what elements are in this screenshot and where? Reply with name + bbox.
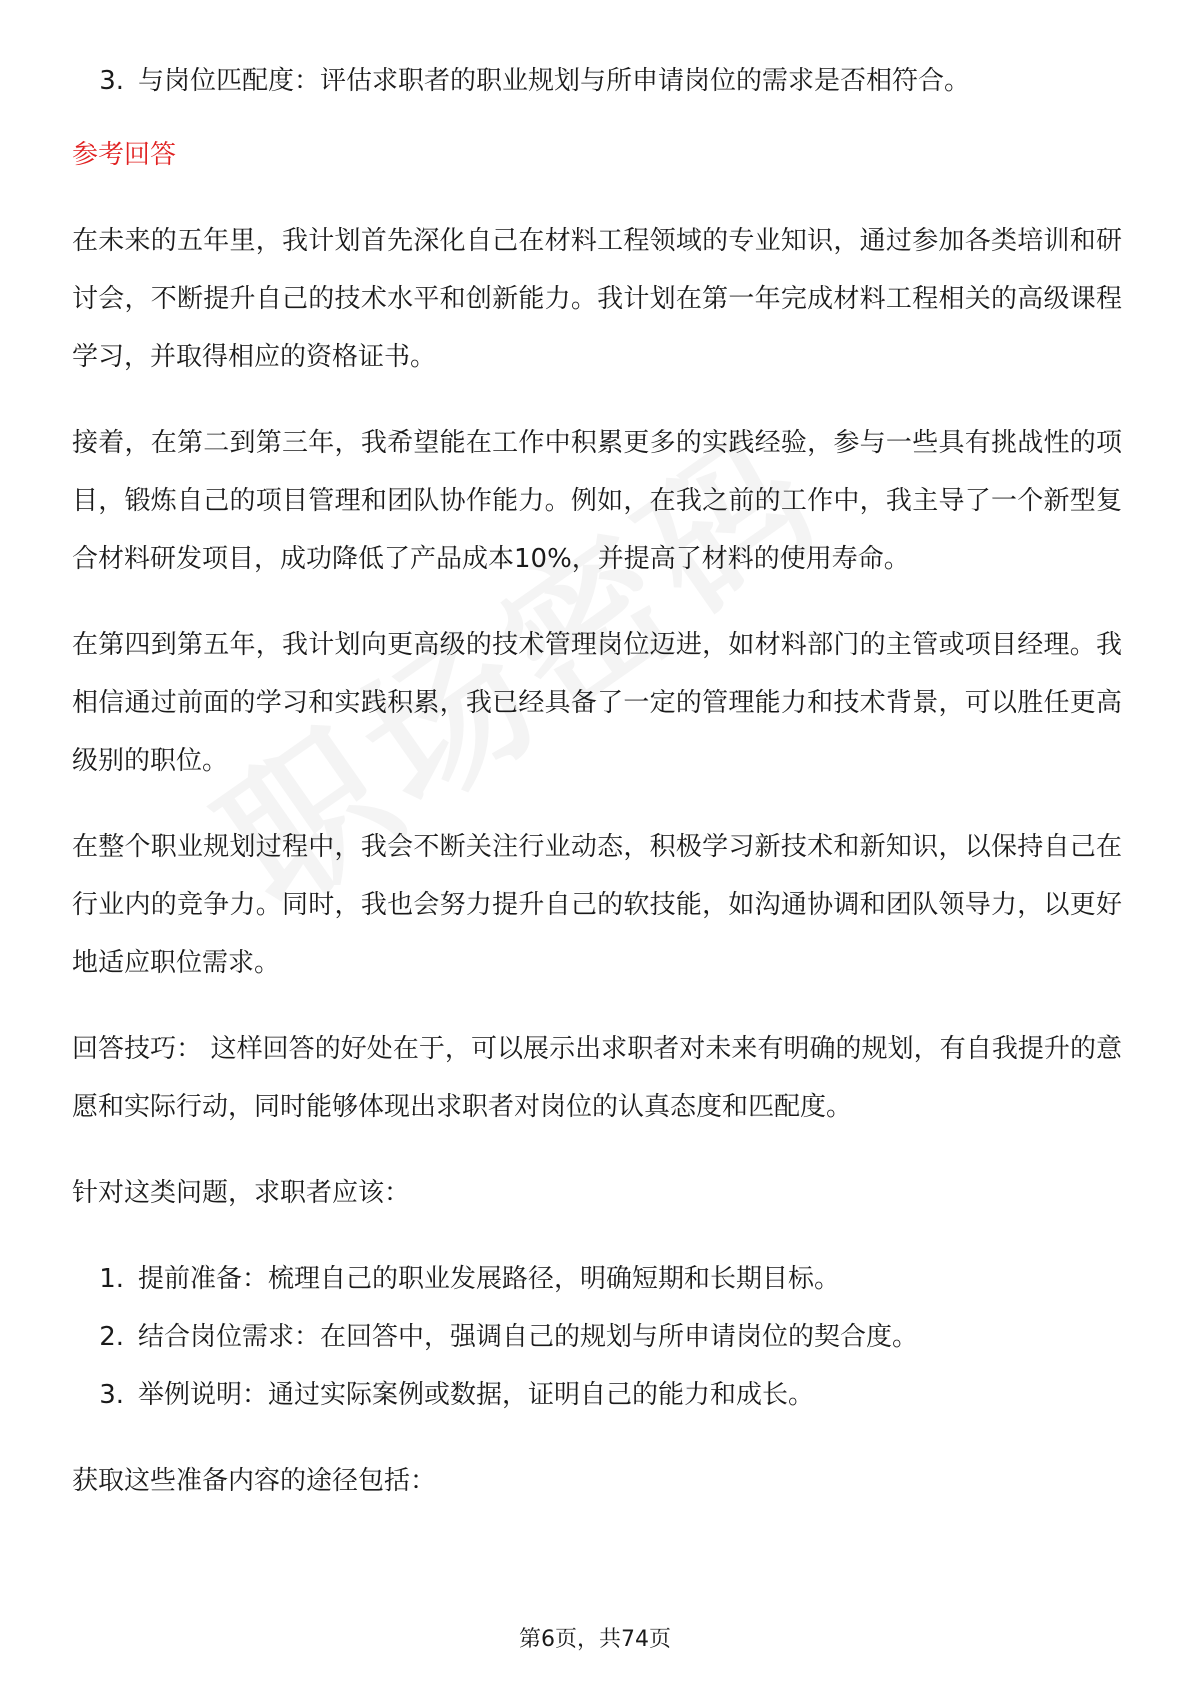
advice-intro: 针对这类问题，求职者应该：: [72, 1178, 411, 1208]
answer-paragraph-2: 接着，在第二到第三年，我希望能在工作中积累更多的实践经验，参与一些具有挑战性的项目，锻炼自己的项目管理和团队协作能力。例如，在我之前的工作中，我主导了一个新型复合材料研发项目，成功降低了产品成本10%，并提高了材料的使用寿命。: [72, 428, 1122, 574]
list-text: 与岗位匹配度：评估求职者的职业规划与所申请岗位的需求是否相符合。: [138, 66, 971, 96]
list-number: 3.: [99, 66, 124, 96]
advice-list: [72, 1250, 1122, 1424]
answer-paragraph-4: 在整个职业规划过程中，我会不断关注行业动态，积极学习新技术和新知识，以保持自己在行业内的竞争力。同时，我也会努力提升自己的软技能，如沟通协调和团队领导力，以更好地适应职位需求。: [72, 832, 1122, 978]
list-number: 2.: [99, 1322, 124, 1352]
answer-tips-paragraph: 回答技巧： 这样回答的好处在于，可以展示出求职者对未来有明确的规划，有自我提升的意愿和实际行动，同时能够体现出求职者对岗位的认真态度和匹配度。: [72, 1034, 1122, 1122]
page-footer: 第6页，共74页: [519, 1627, 671, 1652]
closing-line: 获取这些准备内容的途径包括：: [72, 1466, 437, 1496]
list-text: 提前准备：梳理自己的职业发展路径，明确短期和长期目标。: [138, 1264, 841, 1294]
page-content: [72, 52, 1122, 1510]
list-item: [72, 52, 1122, 110]
list-number: 3.: [99, 1380, 124, 1410]
list-item: [72, 1250, 1122, 1308]
criteria-list: [72, 52, 1122, 110]
list-number: 1.: [99, 1264, 124, 1294]
section-title: 参考回答: [72, 140, 177, 170]
list-text: 结合岗位需求：在回答中，强调自己的规划与所申请岗位的契合度。: [138, 1322, 919, 1352]
list-item: [72, 1366, 1122, 1424]
answer-paragraph-3: 在第四到第五年，我计划向更高级的技术管理岗位迈进，如材料部门的主管或项目经理。我相信通过前面的学习和实践积累，我已经具备了一定的管理能力和技术背景，可以胜任更高级别的职位。: [72, 630, 1122, 776]
list-item: [72, 1308, 1122, 1366]
answer-paragraph-1: 在未来的五年里，我计划首先深化自己在材料工程领域的专业知识，通过参加各类培训和研讨会，不断提升自己的技术水平和创新能力。我计划在第一年完成材料工程相关的高级课程学习，并取得相应的资格证书。: [72, 226, 1122, 372]
list-text: 举例说明：通过实际案例或数据，证明自己的能力和成长。: [138, 1380, 815, 1410]
